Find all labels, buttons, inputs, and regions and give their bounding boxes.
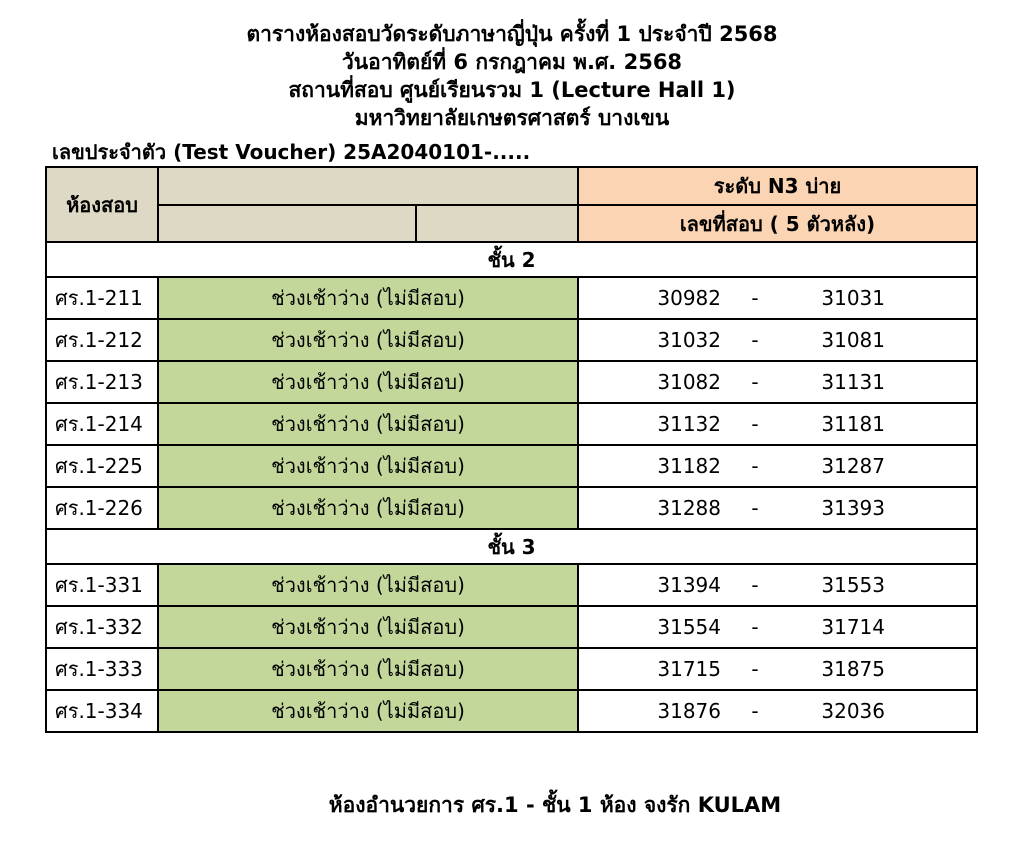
room-cell: ศร.1-225 xyxy=(46,445,158,487)
range-from: 31182 xyxy=(657,454,721,478)
table-row xyxy=(46,277,977,319)
table-header-row-2 xyxy=(46,205,977,242)
session-cell: ช่วงเช้าว่าง (ไม่มีสอบ) xyxy=(158,319,578,361)
exam-number-range-cell xyxy=(578,445,977,487)
floor-label: ชั้น 3 xyxy=(46,529,977,564)
table-row xyxy=(46,361,977,403)
range-to: 31553 xyxy=(821,573,885,597)
table-row xyxy=(46,648,977,690)
range-dash: - xyxy=(751,328,759,352)
session-cell: ช่วงเช้าว่าง (ไม่มีสอบ) xyxy=(158,690,578,732)
footer-note: ห้องอำนวยการ ศร.1 - ชั้น 1 ห้อง จงรัก KULAM xyxy=(328,793,782,817)
range-to: 31393 xyxy=(821,496,885,520)
range-to: 31714 xyxy=(821,615,885,639)
level-header: ระดับ N3 บ่าย xyxy=(578,167,977,205)
floor-row xyxy=(46,529,977,564)
session-cell: ช่วงเช้าว่าง (ไม่มีสอบ) xyxy=(158,606,578,648)
range-to: 31081 xyxy=(821,328,885,352)
range-to: 32036 xyxy=(821,699,885,723)
range-from: 31132 xyxy=(657,412,721,436)
range-dash: - xyxy=(751,454,759,478)
exam-number-range-cell xyxy=(578,648,977,690)
session-cell: ช่วงเช้าว่าง (ไม่มีสอบ) xyxy=(158,403,578,445)
range-dash: - xyxy=(751,496,759,520)
room-cell: ศร.1-211 xyxy=(46,277,158,319)
title-line-3: สถานที่สอบ ศูนย์เรียนรวม 1 (Lecture Hall 1) xyxy=(288,78,736,102)
room-cell: ศร.1-331 xyxy=(46,564,158,606)
room-cell: ศร.1-226 xyxy=(46,487,158,529)
range-from: 31715 xyxy=(657,657,721,681)
room-cell: ศร.1-334 xyxy=(46,690,158,732)
exam-number-range-cell xyxy=(578,487,977,529)
table-row xyxy=(46,445,977,487)
range-to: 31181 xyxy=(821,412,885,436)
room-cell: ศร.1-213 xyxy=(46,361,158,403)
range-from: 31288 xyxy=(657,496,721,520)
session-cell: ช่วงเช้าว่าง (ไม่มีสอบ) xyxy=(158,445,578,487)
range-dash: - xyxy=(751,657,759,681)
exam-number-range-cell xyxy=(578,319,977,361)
room-cell: ศร.1-333 xyxy=(46,648,158,690)
title-line-2: วันอาทิตย์ที่ 6 กรกฎาคม พ.ศ. 2568 xyxy=(341,50,683,74)
room-cell: ศร.1-332 xyxy=(46,606,158,648)
session-cell: ช่วงเช้าว่าง (ไม่มีสอบ) xyxy=(158,361,578,403)
title-line-4: มหาวิทยาลัยเกษตรศาสตร์ บางเขน xyxy=(354,106,670,130)
range-dash: - xyxy=(751,370,759,394)
blank-header-cell xyxy=(158,167,578,205)
table-row xyxy=(46,564,977,606)
room-cell: ศร.1-212 xyxy=(46,319,158,361)
exam-number-header: เลขที่สอบ ( 5 ตัวหลัง) xyxy=(578,205,977,242)
range-to: 31131 xyxy=(821,370,885,394)
exam-number-range-cell xyxy=(578,361,977,403)
range-from: 31082 xyxy=(657,370,721,394)
range-from: 31032 xyxy=(657,328,721,352)
blank-header-cell xyxy=(416,205,578,242)
range-to: 31875 xyxy=(821,657,885,681)
table-row xyxy=(46,487,977,529)
range-dash: - xyxy=(751,573,759,597)
range-from: 31394 xyxy=(657,573,721,597)
table-header-row-1 xyxy=(46,167,977,205)
exam-number-range-cell xyxy=(578,403,977,445)
document-title xyxy=(0,20,1024,132)
blank-header-cell xyxy=(158,205,416,242)
range-dash: - xyxy=(751,699,759,723)
range-from: 31876 xyxy=(657,699,721,723)
exam-number-range-cell xyxy=(578,564,977,606)
session-cell: ช่วงเช้าว่าง (ไม่มีสอบ) xyxy=(158,648,578,690)
session-cell: ช่วงเช้าว่าง (ไม่มีสอบ) xyxy=(158,487,578,529)
range-dash: - xyxy=(751,286,759,310)
range-from: 31554 xyxy=(657,615,721,639)
table-row xyxy=(46,606,977,648)
exam-room-table xyxy=(45,166,978,733)
title-line-1: ตารางห้องสอบวัดระดับภาษาญี่ปุ่น ครั้งที่ 1 ประจำปี 2568 xyxy=(246,22,778,46)
test-voucher-label: เลขประจำตัว (Test Voucher) 25A2040101-..... xyxy=(52,140,531,164)
session-cell: ช่วงเช้าว่าง (ไม่มีสอบ) xyxy=(158,564,578,606)
room-cell: ศร.1-214 xyxy=(46,403,158,445)
exam-number-range-cell xyxy=(578,606,977,648)
floor-row xyxy=(46,242,977,277)
floor-label: ชั้น 2 xyxy=(46,242,977,277)
range-dash: - xyxy=(751,615,759,639)
exam-number-range-cell xyxy=(578,277,977,319)
range-to: 31031 xyxy=(821,286,885,310)
room-column-header: ห้องสอบ xyxy=(46,167,158,242)
session-cell: ช่วงเช้าว่าง (ไม่มีสอบ) xyxy=(158,277,578,319)
exam-number-range-cell xyxy=(578,690,977,732)
range-dash: - xyxy=(751,412,759,436)
table-row xyxy=(46,319,977,361)
range-from: 30982 xyxy=(657,286,721,310)
range-to: 31287 xyxy=(821,454,885,478)
table-row xyxy=(46,403,977,445)
table-row xyxy=(46,690,977,732)
